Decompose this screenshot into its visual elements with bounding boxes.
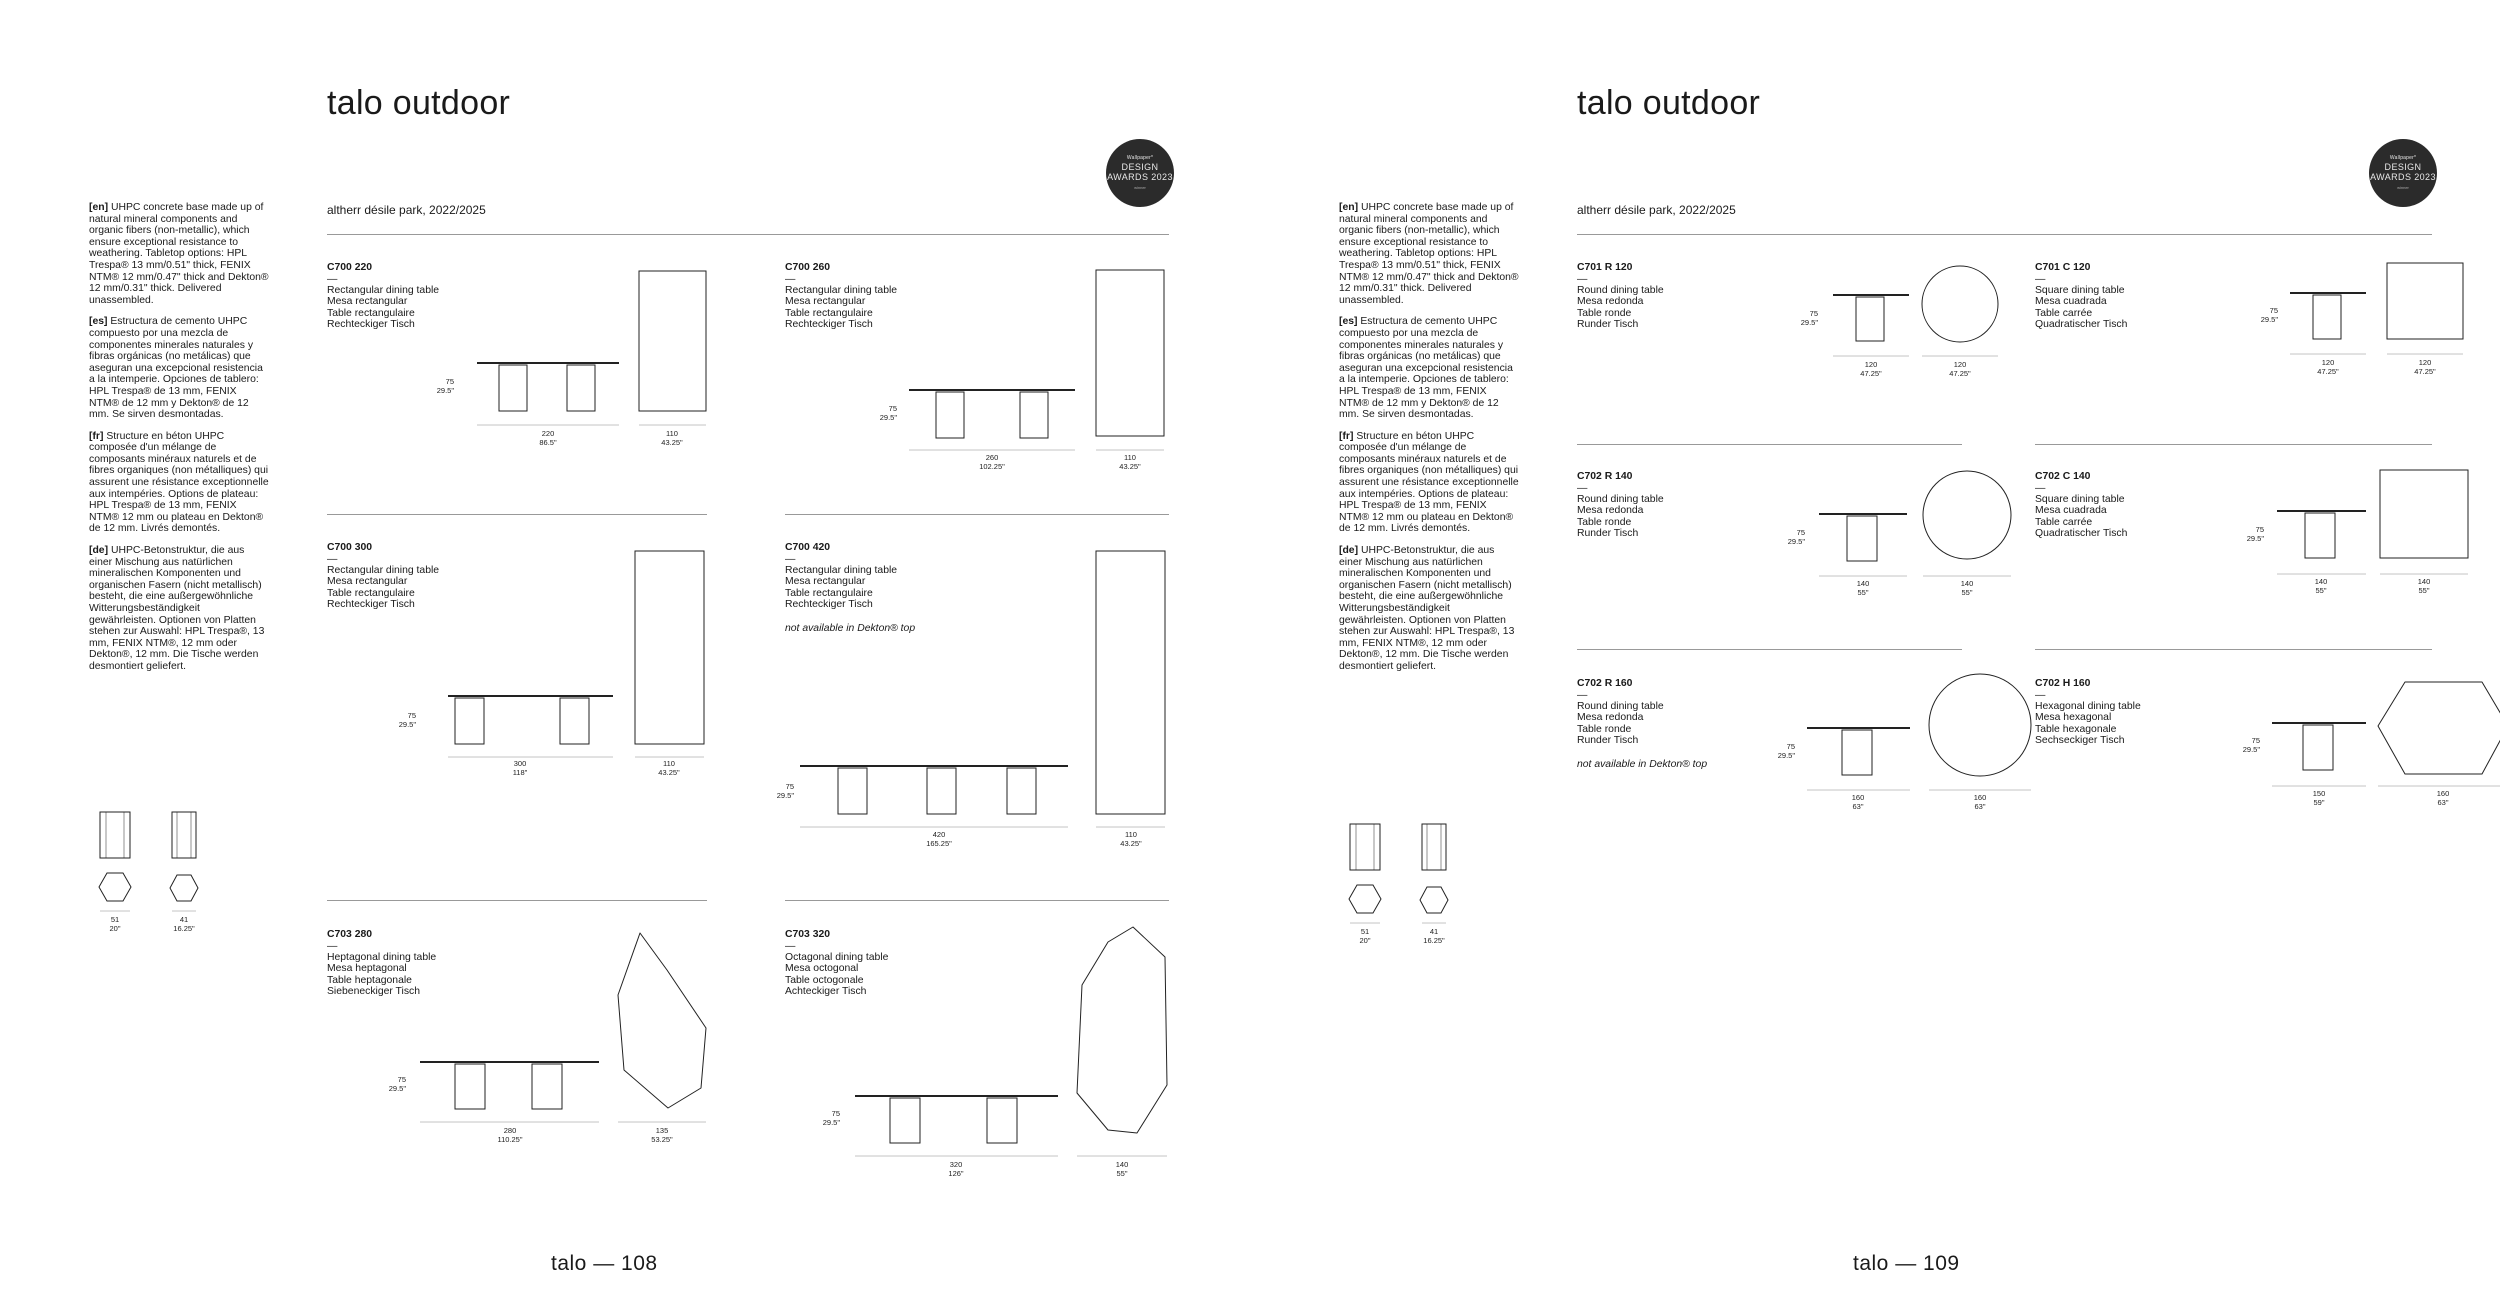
svg-text:16.25": 16.25" <box>1423 936 1445 945</box>
svg-text:102.25": 102.25" <box>979 462 1005 471</box>
svg-text:140: 140 <box>2417 577 2431 586</box>
svg-text:47.25": 47.25" <box>2414 367 2436 376</box>
drawing-c702-c-140 <box>2246 468 2500 603</box>
product-c701-c-120: C701 C 120 — Square dining table Mesa cuadrada Table carrée Quadratischer Tisch <box>2035 262 2128 331</box>
svg-text:220: 220 <box>541 429 555 438</box>
svg-text:53.25": 53.25" <box>651 1135 673 1144</box>
svg-text:43.25": 43.25" <box>1119 462 1141 471</box>
svg-text:29.5": 29.5" <box>398 720 416 729</box>
drawing-c702-h-160 <box>2242 680 2500 820</box>
drawing-c703-280 <box>388 930 720 1170</box>
material-description: [en] UHPC concrete base made up of natural mineral components and organic fibers (non-metallic), which ensure exceptional resistance to weathering. Tabletop options: HPL Trespa® 13 mm/0.51" thick, FENIX NTM® 12 mm/0.47" thick and Dekton® 12 mm/0.31" thick. Delivered unassembled. [es] Estructura de cemento UHPC compuesto por una mezcla de componentes minerales naturales y fibras orgánicas (no metálicas) que aseguran una excepcional resistencia a la intemperie. Opciones de tablero: HPL Trespa® de 13 mm, FENIX NTM® de 12 mm y Dekton® de 12 mm. Se sirven desmontadas. [fr] Structure en béton UHPC composée d'un mélange de composants minéraux naturels et de fibres organiques (non métalliques) qui assurent une résistance exceptionnelle aux intempéries. Options de plateau: HPL Trespa® de 13 mm, FENIX NTM® 12 mm ou plateau en Dekton® de 12 mm. Livrés demontés. [de] UHPC-Betonstruktur, die aus einer Mischung aus natürlichen mineralischen Komponenten und organischen Fasern (nicht metallisch) besteht, die eine außergewöhnliche Witterungsbeständigkeit gewährleisten. Optionen von Platten stehen zur Auswahl: HPL Trespa®, 13 mm, FENIX NTM®, 12 mm oder Dekton®, 12 mm. Die Tische werden desmontiert geliefert. <box>1339 202 1519 672</box>
product-c700-260: C700 260 — Rectangular dining table Mesa rectangular Table rectangulaire Rechteckiger Tisch <box>785 262 898 331</box>
svg-text:86.5": 86.5" <box>539 438 557 447</box>
svg-text:47.25": 47.25" <box>1860 369 1882 378</box>
designer-credit: altherr désile park, 2022/2025 <box>1577 203 1736 217</box>
svg-text:63": 63" <box>1974 802 1986 811</box>
page-footer: talo — 108 <box>551 1252 658 1275</box>
svg-text:47.25": 47.25" <box>1949 369 1971 378</box>
drawing-c701-r-120 <box>1800 262 2060 382</box>
svg-text:300: 300 <box>513 759 527 768</box>
page-title: talo outdoor <box>1577 84 1761 122</box>
design-award-badge: Wallpaper* DESIGN AWARDS 2023 winner <box>1106 139 1174 207</box>
svg-text:75: 75 <box>785 782 794 791</box>
page-title: talo outdoor <box>327 84 511 122</box>
svg-text:110: 110 <box>1124 453 1136 462</box>
availability-note: not available in Dekton® top <box>1577 758 1708 770</box>
svg-text:29.5": 29.5" <box>388 1084 406 1093</box>
product-c702-c-140: C702 C 140 — Square dining table Mesa cuadrada Table carrée Quadratischer Tisch <box>2035 471 2128 540</box>
svg-text:20": 20" <box>1359 936 1371 945</box>
product-c703-320: C703 320 — Octagonal dining table Mesa octogonal Table octogonale Achteckiger Tisch <box>785 929 889 998</box>
svg-text:43.25": 43.25" <box>1120 839 1142 848</box>
leg-drawings <box>1346 824 1456 959</box>
product-c703-280: C703 280 — Heptagonal dining table Mesa heptagonal Table heptagonale Siebeneckiger Tisch <box>327 929 437 998</box>
svg-text:75: 75 <box>1786 742 1795 751</box>
product-c701-r-120: C701 R 120 — Round dining table Mesa redonda Table ronde Runder Tisch <box>1577 262 1664 331</box>
svg-text:420: 420 <box>932 830 946 839</box>
svg-text:110: 110 <box>666 429 678 438</box>
svg-text:110: 110 <box>663 759 675 768</box>
product-c702-r-140: C702 R 140 — Round dining table Mesa redonda Table ronde Runder Tisch <box>1577 471 1664 540</box>
divider <box>327 514 707 515</box>
product-c700-220: C700 220 — Rectangular dining table Mesa rectangular Table rectangulaire Rechteckiger Tisch <box>327 262 440 331</box>
divider <box>2035 649 2432 650</box>
drawing-c700-260 <box>879 270 1180 480</box>
drawing-c702-r-140 <box>1787 470 2055 605</box>
svg-text:120: 120 <box>2418 358 2432 367</box>
product-c702-r-160: C702 R 160 — Round dining table Mesa redonda Table ronde Runder Tisch not available in Dekton® top <box>1577 678 1708 770</box>
svg-text:55": 55" <box>1857 588 1869 597</box>
svg-text:75: 75 <box>2255 525 2264 534</box>
svg-text:160: 160 <box>1973 793 1987 802</box>
svg-text:140: 140 <box>1856 579 1870 588</box>
drawing-c700-420 <box>776 550 1180 860</box>
svg-text:75: 75 <box>1809 309 1818 318</box>
drawing-c702-r-160 <box>1777 672 2040 822</box>
svg-text:150: 150 <box>2312 789 2326 798</box>
svg-text:75: 75 <box>397 1075 406 1084</box>
svg-text:160: 160 <box>1851 793 1865 802</box>
svg-text:110.25": 110.25" <box>497 1135 523 1144</box>
svg-text:75: 75 <box>407 711 416 720</box>
svg-text:29.5": 29.5" <box>1800 318 1818 327</box>
svg-text:75: 75 <box>888 404 897 413</box>
svg-text:41: 41 <box>179 915 189 924</box>
svg-text:29.5": 29.5" <box>436 386 454 395</box>
design-award-badge: Wallpaper* DESIGN AWARDS 2023 winner <box>2369 139 2437 207</box>
svg-text:55": 55" <box>1116 1169 1128 1178</box>
svg-text:260: 260 <box>985 453 999 462</box>
svg-text:55": 55" <box>2418 586 2430 595</box>
svg-text:41: 41 <box>1429 927 1439 936</box>
product-c702-h-160: C702 H 160 — Hexagonal dining table Mesa hexagonal Table hexagonale Sechseckiger Tisch <box>2035 678 2141 747</box>
designer-credit: altherr désile park, 2022/2025 <box>327 203 486 217</box>
svg-text:43.25": 43.25" <box>658 768 680 777</box>
right-page <box>1250 0 2500 1297</box>
svg-text:160: 160 <box>2436 789 2450 798</box>
svg-text:29.5": 29.5" <box>822 1118 840 1127</box>
svg-text:63": 63" <box>1852 802 1864 811</box>
drawing-c700-300 <box>398 548 720 788</box>
svg-text:29.5": 29.5" <box>879 413 897 422</box>
svg-text:55": 55" <box>2315 586 2327 595</box>
svg-text:29.5": 29.5" <box>1787 537 1805 546</box>
svg-text:75: 75 <box>1796 528 1805 537</box>
svg-text:120: 120 <box>1864 360 1878 369</box>
svg-text:29.5": 29.5" <box>2260 315 2278 324</box>
svg-text:320: 320 <box>949 1160 963 1169</box>
svg-text:280: 280 <box>503 1126 517 1135</box>
divider <box>785 900 1169 901</box>
svg-text:63": 63" <box>2437 798 2449 807</box>
svg-text:29.5": 29.5" <box>2242 745 2260 754</box>
svg-text:16.25": 16.25" <box>173 924 195 933</box>
svg-text:165.25": 165.25" <box>926 839 952 848</box>
svg-text:59": 59" <box>2313 798 2325 807</box>
svg-text:29.5": 29.5" <box>1777 751 1795 760</box>
divider <box>327 900 707 901</box>
svg-text:51: 51 <box>110 915 120 924</box>
divider <box>2035 444 2432 445</box>
svg-text:120: 120 <box>2321 358 2335 367</box>
svg-text:75: 75 <box>2269 306 2278 315</box>
divider <box>1577 649 1962 650</box>
svg-text:140: 140 <box>1960 579 1974 588</box>
divider <box>1577 444 1962 445</box>
drawing-c700-220 <box>436 270 720 460</box>
leg-drawings <box>96 812 206 947</box>
svg-text:140: 140 <box>1115 1160 1129 1169</box>
svg-text:47.25": 47.25" <box>2317 367 2339 376</box>
material-description: [en] UHPC concrete base made up of natural mineral components and organic fibers (non-metallic), which ensure exceptional resistance to weathering. Tabletop options: HPL Trespa® 13 mm/0.51" thick, FENIX NTM® 12 mm/0.47" thick and Dekton® 12 mm/0.31" thick. Delivered unassembled. [es] Estructura de cemento UHPC compuesto por una mezcla de componentes minerales naturales y fibras orgánicas (no metálicas) que aseguran una excepcional resistencia a la intemperie. Opciones de tablero: HPL Trespa® de 13 mm, FENIX NTM® de 12 mm y Dekton® de 12 mm. Se sirven desmontadas. [fr] Structure en béton UHPC composée d'un mélange de composants minéraux naturels et de fibres organiques (non métalliques) qui assurent une résistance exceptionnelle aux intempéries. Options de plateau: HPL Trespa® de 13 mm, FENIX NTM® 12 mm ou plateau en Dekton® de 12 mm. Livrés demontés. [de] UHPC-Betonstruktur, die aus einer Mischung aus natürlichen mineralischen Komponenten und organischen Fasern (nicht metallisch) besteht, die eine außergewöhnliche Witterungsbeständigkeit gewährleisten. Optionen von Platten stehen zur Auswahl: HPL Trespa®, 13 mm, FENIX NTM®, 12 mm oder Dekton®, 12 mm. Die Tische werden desmontiert geliefert. <box>89 202 269 672</box>
svg-text:29.5": 29.5" <box>2246 534 2264 543</box>
svg-text:75: 75 <box>831 1109 840 1118</box>
divider <box>327 234 1169 235</box>
svg-text:75: 75 <box>2251 736 2260 745</box>
svg-text:135: 135 <box>655 1126 669 1135</box>
divider <box>1577 234 2432 235</box>
drawing-c701-c-120 <box>2260 260 2500 380</box>
svg-text:55": 55" <box>1961 588 1973 597</box>
svg-text:51: 51 <box>1360 927 1370 936</box>
svg-text:43.25": 43.25" <box>661 438 683 447</box>
svg-text:29.5": 29.5" <box>776 791 794 800</box>
product-c700-300: C700 300 — Rectangular dining table Mesa rectangular Table rectangulaire Rechteckiger Tisch <box>327 542 440 611</box>
svg-text:110: 110 <box>1125 830 1137 839</box>
svg-text:20": 20" <box>109 924 121 933</box>
availability-note: not available in Dekton® top <box>785 622 916 634</box>
divider <box>785 514 1169 515</box>
svg-text:118": 118" <box>512 768 528 777</box>
page-footer: talo — 109 <box>1853 1252 1960 1275</box>
svg-text:120: 120 <box>1953 360 1967 369</box>
svg-text:75: 75 <box>445 377 454 386</box>
product-c700-420: C700 420 — Rectangular dining table Mesa rectangular Table rectangulaire Rechteckiger Tisch not available in Dekton® top <box>785 542 916 634</box>
svg-text:140: 140 <box>2314 577 2328 586</box>
svg-text:126": 126" <box>948 1169 964 1178</box>
